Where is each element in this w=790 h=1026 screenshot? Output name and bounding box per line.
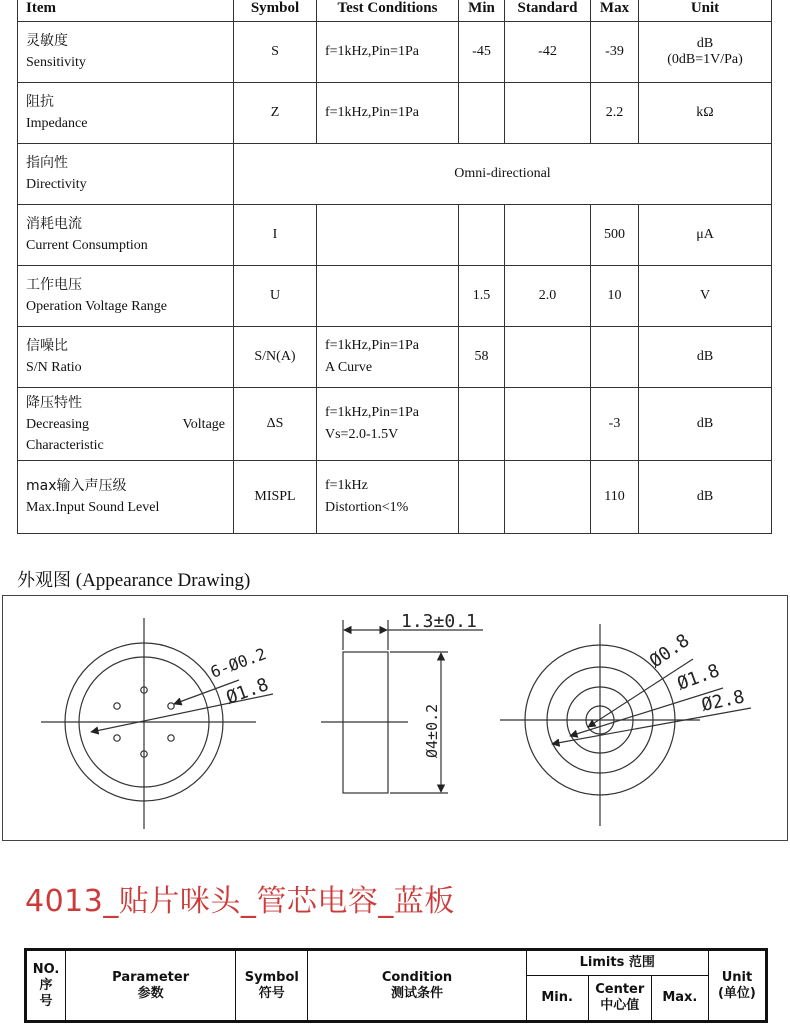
- item-zh: 信噪比: [26, 338, 68, 354]
- item-cell: [18, 461, 234, 534]
- table-row: [18, 388, 772, 461]
- header-text: NO.: [32, 961, 60, 977]
- item-cell: [18, 22, 234, 83]
- item-en-line: [26, 414, 233, 435]
- header-text: Symbol: [244, 969, 299, 985]
- item-cell: [18, 388, 234, 461]
- item-zh: 工作电压: [26, 277, 82, 293]
- header-test-conditions: Test Conditions: [317, 0, 459, 22]
- header-center: [588, 976, 651, 1022]
- header-item: Item: [18, 0, 234, 22]
- side-view: [321, 620, 483, 793]
- header-standard: Standard: [505, 0, 591, 22]
- vent-hole: [114, 703, 120, 709]
- min-cell: -45: [459, 22, 505, 83]
- symbol-cell: I: [234, 205, 317, 266]
- unit-cell: V: [639, 266, 772, 327]
- condition-line: Vs=2.0-1.5V: [325, 427, 399, 442]
- appearance-drawing: [2, 595, 788, 841]
- limits-table: [24, 948, 768, 1023]
- item-en: Current Consumption: [26, 238, 148, 253]
- drawing-caption: [17, 566, 250, 592]
- standard-cell: [505, 461, 591, 534]
- header-text: (单位): [717, 985, 756, 1001]
- table-row: [18, 205, 772, 266]
- product-heading: 4013_贴片咪头_管芯电容_蓝板: [25, 884, 455, 919]
- min-cell: [459, 205, 505, 266]
- unit-cell: μA: [639, 205, 772, 266]
- condition-line: A Curve: [325, 360, 373, 375]
- max-cell: 2.2: [591, 83, 639, 144]
- header-text: Condition: [381, 969, 453, 985]
- back-d3-label: Ø2.8: [699, 686, 747, 716]
- unit-cell: kΩ: [639, 83, 772, 144]
- item-cell: [18, 205, 234, 266]
- symbol-cell: MISPL: [234, 461, 317, 534]
- back-leader-08: [588, 659, 693, 727]
- side-width-label: 1.3±0.1: [401, 611, 477, 632]
- standard-cell: [505, 205, 591, 266]
- item-zh: 灵敏度: [26, 33, 68, 49]
- item-en: Max.Input Sound Level: [26, 500, 160, 515]
- header-text: 中心值: [600, 998, 640, 1013]
- back-d2-label: Ø1.8: [674, 660, 723, 695]
- header-unit: Unit: [639, 0, 772, 22]
- condition-cell: [317, 205, 459, 266]
- unit-cell: [639, 22, 772, 83]
- condition-line: f=1kHz,Pin=1Pa: [325, 405, 419, 420]
- item-en: Directivity: [26, 177, 87, 192]
- item-en: Impedance: [26, 116, 88, 131]
- condition-line: Distortion<1%: [325, 500, 409, 515]
- unit-cell: dB: [639, 388, 772, 461]
- header-symbol: [236, 950, 308, 1022]
- item-en: S/N Ratio: [26, 360, 82, 375]
- header-no: [26, 950, 66, 1022]
- max-cell: -3: [591, 388, 639, 461]
- header-text: Center: [595, 982, 645, 997]
- front-dia-label: Ø1.8: [223, 674, 272, 709]
- condition-line: f=1kHz: [325, 478, 368, 493]
- max-cell: 10: [591, 266, 639, 327]
- side-height-label: Ø4±0.2: [423, 703, 441, 758]
- vent-hole: [168, 703, 174, 709]
- header-text: 符号: [258, 985, 285, 1001]
- item-en: Sensitivity: [26, 55, 86, 70]
- min-cell: 58: [459, 327, 505, 388]
- unit-cell: dB: [639, 327, 772, 388]
- item-cell: [18, 83, 234, 144]
- header-condition: [308, 950, 526, 1022]
- item-zh: 消耗电流: [26, 216, 82, 232]
- back-view: [500, 624, 751, 826]
- spec-table: [17, 0, 772, 534]
- header-text: Unit: [721, 969, 753, 985]
- limits-header-row: [26, 950, 767, 976]
- table-row: [18, 461, 772, 534]
- table-row: [18, 144, 772, 205]
- header-unit: [708, 950, 766, 1022]
- table-row: [18, 327, 772, 388]
- caption-en: (Appearance Drawing): [75, 570, 251, 591]
- vent-hole: [114, 735, 120, 741]
- condition-cell: [317, 461, 459, 534]
- condition-cell: [317, 327, 459, 388]
- symbol-cell: ΔS: [234, 388, 317, 461]
- standard-cell: [505, 388, 591, 461]
- header-text: 参数: [137, 985, 164, 1001]
- max-cell: 500: [591, 205, 639, 266]
- condition-cell: [317, 266, 459, 327]
- item-zh: 阻抗: [26, 94, 54, 110]
- standard-cell: 2.0: [505, 266, 591, 327]
- header-parameter: [66, 950, 236, 1022]
- min-cell: [459, 461, 505, 534]
- item-zh: 降压特性: [26, 394, 82, 411]
- item-en: Operation Voltage Range: [26, 299, 168, 314]
- standard-cell: [505, 83, 591, 144]
- symbol-cell: S/N(A): [234, 327, 317, 388]
- table-row: [18, 266, 772, 327]
- table-row: [18, 22, 772, 83]
- min-cell: [459, 83, 505, 144]
- condition-cell: f=1kHz,Pin=1Pa: [317, 83, 459, 144]
- min-cell: [459, 388, 505, 461]
- unit-note: (0dB=1V/Pa): [667, 52, 743, 67]
- min-cell: 1.5: [459, 266, 505, 327]
- unit-text: dB: [696, 36, 714, 51]
- table-row: [18, 83, 772, 144]
- symbol-cell: S: [234, 22, 317, 83]
- back-leader-28: [552, 708, 751, 744]
- header-text: Parameter: [112, 969, 190, 985]
- header-min: Min: [459, 0, 505, 22]
- item-en: Characteristic: [26, 437, 104, 453]
- symbol-cell: Z: [234, 83, 317, 144]
- item-cell: [18, 144, 234, 205]
- header-limits: Limits 范围: [526, 950, 708, 976]
- header-max: Max.: [651, 976, 708, 1022]
- header-min: Min.: [526, 976, 588, 1022]
- condition-cell: f=1kHz,Pin=1Pa: [317, 22, 459, 83]
- max-cell: -39: [591, 22, 639, 83]
- header-text: 号: [39, 993, 53, 1009]
- caption-zh: 外观图: [17, 570, 71, 591]
- vent-hole: [168, 735, 174, 741]
- standard-cell: -42: [505, 22, 591, 83]
- back-d1-label: Ø0.8: [645, 630, 694, 673]
- item-cell: [18, 327, 234, 388]
- item-cell: [18, 266, 234, 327]
- front-holes-label: 6-Ø0.2: [207, 644, 269, 682]
- item-zh: 指向性: [26, 155, 68, 171]
- max-cell: 110: [591, 461, 639, 534]
- header-text: 序: [39, 977, 53, 993]
- spec-header-row: [18, 0, 772, 22]
- max-cell: [591, 327, 639, 388]
- item-en: Decreasing: [26, 416, 89, 432]
- item-zh: max输入声压级: [26, 478, 127, 494]
- condition-cell: [317, 388, 459, 461]
- front-view: [41, 618, 273, 829]
- directivity-value: Omni-directional: [234, 144, 772, 205]
- drawing-canvas: [3, 596, 787, 840]
- condition-line: f=1kHz,Pin=1Pa: [325, 338, 419, 353]
- header-symbol: Symbol: [234, 0, 317, 22]
- header-text: 测试条件: [390, 985, 443, 1001]
- symbol-cell: U: [234, 266, 317, 327]
- item-en: Voltage: [182, 416, 225, 432]
- standard-cell: [505, 327, 591, 388]
- header-max: Max: [591, 0, 639, 22]
- unit-cell: dB: [639, 461, 772, 534]
